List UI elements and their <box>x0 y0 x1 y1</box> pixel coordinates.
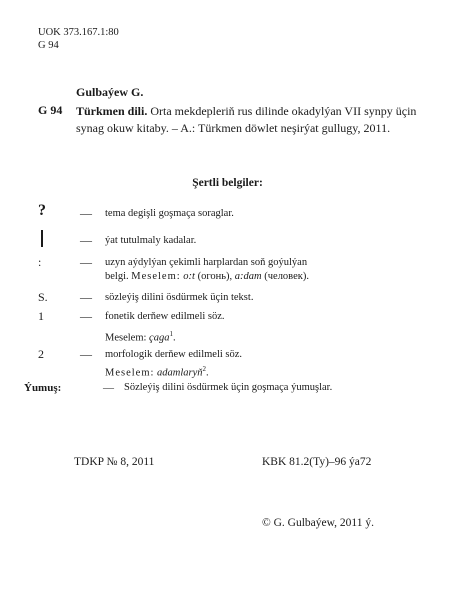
legend-dash: — <box>103 382 114 394</box>
legend-entry-phonetic: fonetik derňew edilmeli söz. <box>105 311 225 322</box>
example-label: Meselem: <box>131 271 181 282</box>
example-word: o:t <box>183 271 195 282</box>
legend-title: Şertli belgiler: <box>192 177 263 189</box>
vertical-bar-icon <box>41 230 43 247</box>
legend-dash: — <box>80 233 92 247</box>
catalog-description <box>76 103 441 137</box>
punctuation: . <box>206 367 209 379</box>
copyright: © G. Gulbaýew, 2011 ý. <box>262 517 375 529</box>
legend-dash: — <box>80 347 92 361</box>
author-name: Gulbaýew G. <box>76 85 144 99</box>
legend-entry-rules: ýat tutulmaly kadalar. <box>105 235 197 246</box>
legend-entry-morphologic-example <box>105 362 209 381</box>
example-translation: (человек). <box>264 271 309 282</box>
legend-entry-phonetic-example <box>105 327 176 346</box>
legend-entry-speech-text: sözleýiş dilini ösdürmek üçin tekst. <box>105 292 254 303</box>
legend-dash: — <box>80 206 92 220</box>
number-two-symbol: 2 <box>38 347 44 361</box>
example-translation: (огонь), <box>197 271 233 282</box>
superscript: 1 <box>169 330 173 338</box>
yumus-label: Ýumuş: <box>24 382 62 394</box>
punctuation: . <box>172 332 176 344</box>
example-word: a:dam <box>234 271 262 282</box>
legend-dash: — <box>80 309 92 323</box>
udk-block <box>38 26 119 52</box>
number-one-symbol: 1 <box>38 309 44 323</box>
colon-symbol: : <box>38 255 42 269</box>
legend-entry-questions: tema degişli goşmaça soraglar. <box>105 208 234 219</box>
superscript: 2 <box>202 365 207 373</box>
example-word: çaga <box>149 332 170 344</box>
udk-code: G 94 <box>38 40 59 51</box>
book-description: Orta mekdepleriň rus dilinde okadylýan VII synpy üçin synag okuw kitaby. – A.: Türkmen döwlet neşirýat gullugy, 2011. <box>76 104 417 135</box>
question-mark-icon: ? <box>38 202 46 219</box>
udk-number: UOK 373.167.1:80 <box>38 27 119 38</box>
legend-entry-long-vowel-line1: uzyn aýdylýan çekimli harplardan soň goýulýan <box>105 257 308 268</box>
example-label: Meselem: <box>105 332 147 344</box>
book-title: Türkmen dili. <box>76 104 148 118</box>
example-label: Meselem: <box>105 367 155 379</box>
kbk-code: KBK 81.2(Ty)–96 ýa72 <box>262 456 372 468</box>
text: belgi. <box>105 271 129 282</box>
legend-entry-long-vowel-line2 <box>105 270 309 284</box>
legend-dash: — <box>80 255 92 269</box>
s-symbol: S. <box>38 290 48 304</box>
tdkp-number: TDKP № 8, 2011 <box>74 456 155 468</box>
legend-entry-long-vowel <box>105 256 309 284</box>
example-word: adamlaryň <box>157 367 203 379</box>
yumus-text: Sözleýiş dilini ösdürmek üçin goşmaça ýumuşlar. <box>124 382 333 393</box>
catalog-code: G 94 <box>38 103 63 117</box>
legend-dash: — <box>80 290 92 304</box>
legend-entry-morphologic: morfologik derňew edilmeli söz. <box>105 349 243 360</box>
